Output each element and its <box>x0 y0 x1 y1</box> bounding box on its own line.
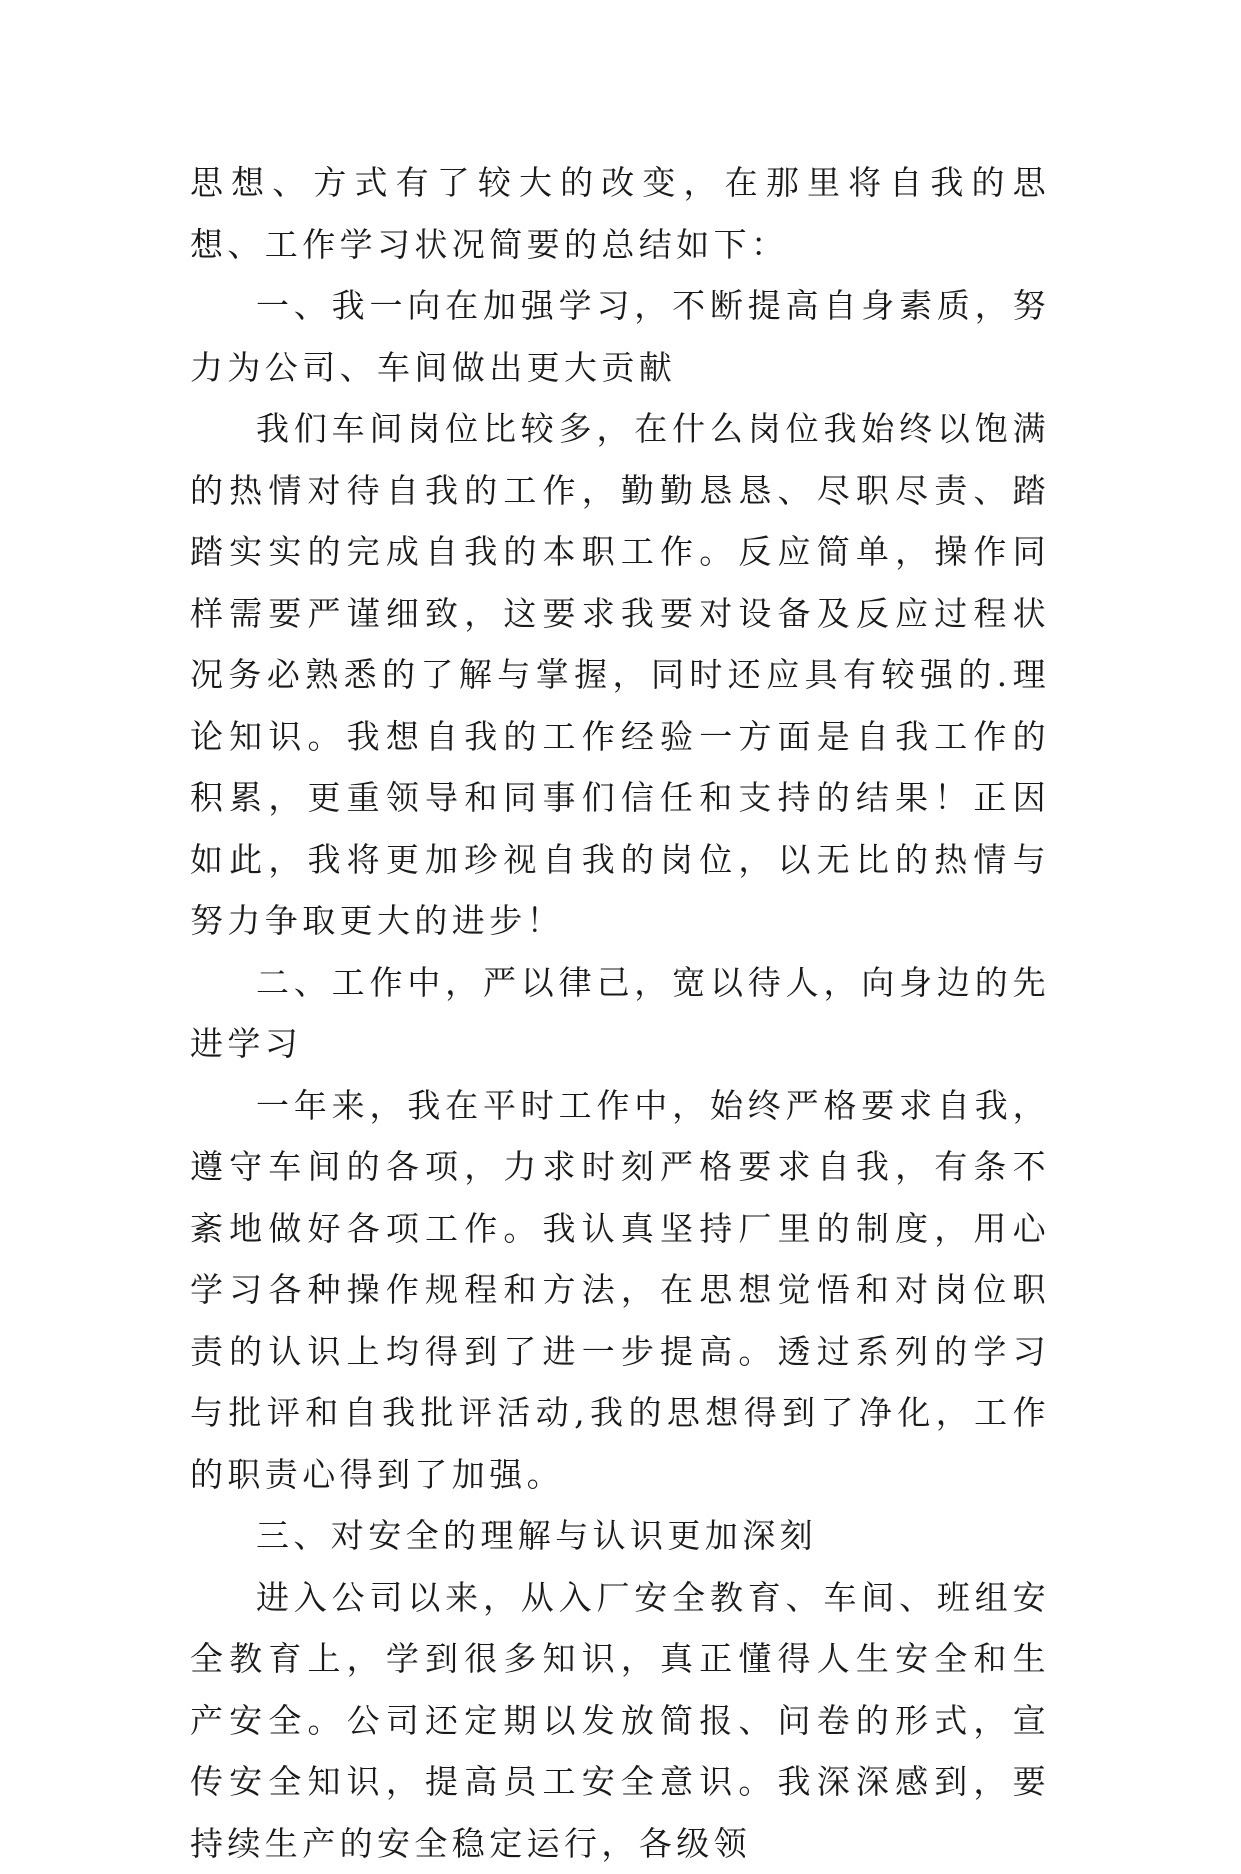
document-body <box>190 152 1050 1874</box>
section-heading-2: 二、工作中，严以律己，宽以待人，向身边的先进学习 <box>190 952 1050 1075</box>
paragraph-section-3: 进入公司以来，从入厂安全教育、车间、班组安全教育上，学到很多知识，真正懂得人生安全和生产安全。公司还定期以发放简报、问卷的形式，宣传安全知识，提高员工安全意识。我深深感到，要持续生产的安全稳定运行，各级领 <box>190 1567 1050 1874</box>
paragraph-section-1: 我们车间岗位比较多，在什么岗位我始终以饱满的热情对待自我的工作，勤勤恳恳、尽职尽责、踏踏实实的完成自我的本职工作。反应简单，操作同样需要严谨细致，这要求我要对设备及反应过程状况务必熟悉的了解与掌握，同时还应具有较强的.理论知识。我想自我的工作经验一方面是自我工作的积累，更重领导和同事们信任和支持的结果！正因如此，我将更加珍视自我的岗位，以无比的热情与努力争取更大的进步！ <box>190 398 1050 952</box>
paragraph-section-2: 一年来，我在平时工作中，始终严格要求自我，遵守车间的各项，力求时刻严格要求自我，有条不紊地做好各项工作。我认真坚持厂里的制度，用心学习各种操作规程和方法，在思想觉悟和对岗位职责的认识上均得到了进一步提高。透过系列的学习与批评和自我批评活动,我的思想得到了净化，工作的职责心得到了加强。 <box>190 1075 1050 1506</box>
section-heading-3: 三、对安全的理解与认识更加深刻 <box>190 1505 1050 1567</box>
section-heading-1: 一、我一向在加强学习，不断提高自身素质，努力为公司、车间做出更大贡献 <box>190 275 1050 398</box>
paragraph-continuation: 思想、方式有了较大的改变，在那里将自我的思想、工作学习状况简要的总结如下： <box>190 152 1050 275</box>
